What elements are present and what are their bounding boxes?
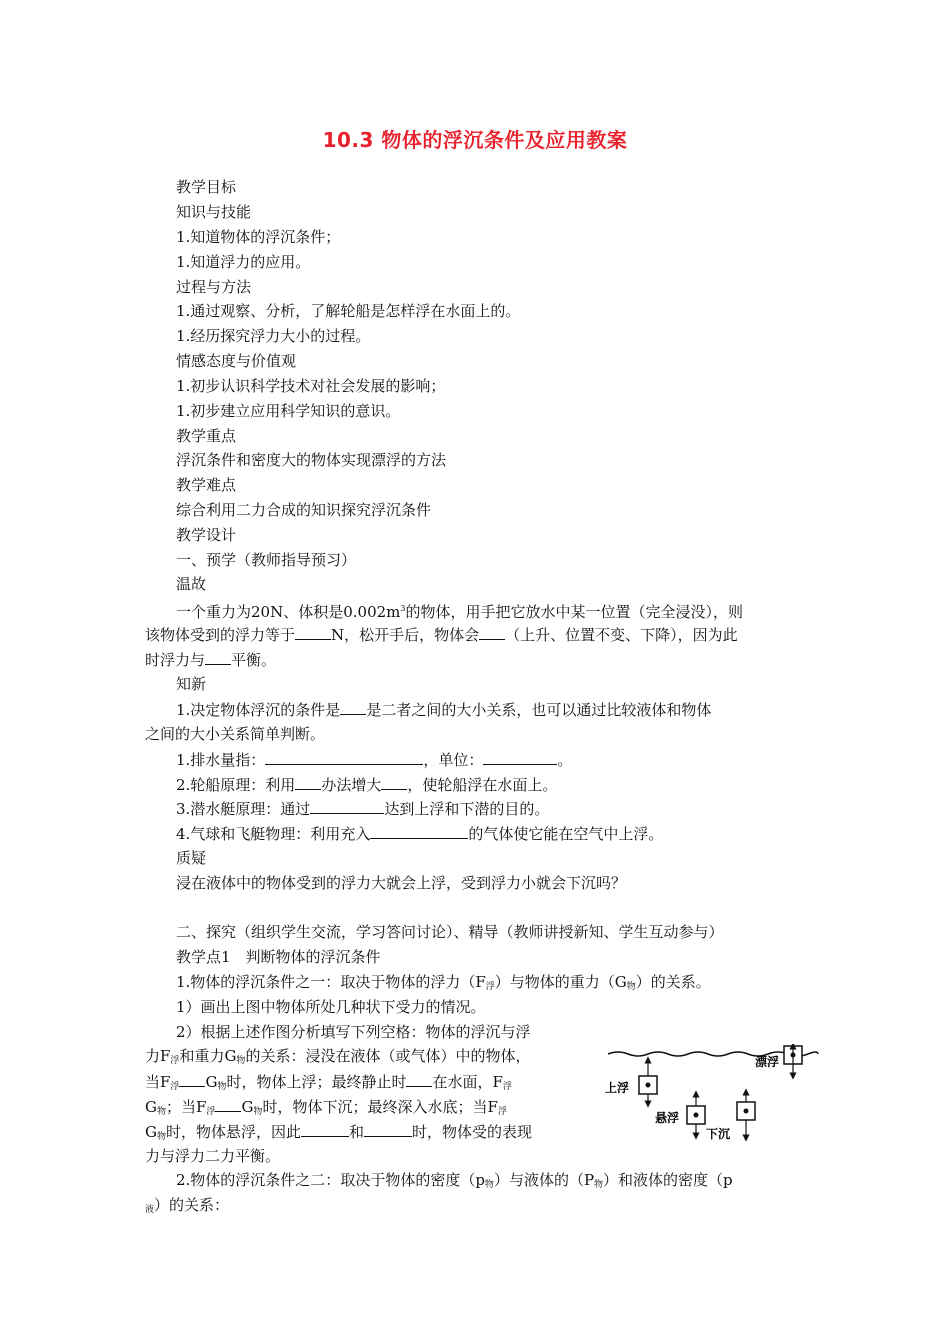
blank [483,749,557,765]
process-item: 1.通过观察、分析，了解轮船是怎样浮在水面上的。 [176,302,521,320]
difficulty-text: 综合利用二力合成的知识探究浮沉条件 [176,501,432,519]
label-rise: 上浮 [605,1081,630,1095]
new-line-3: 2.轮船原理：利用 办法增大 ，使轮船浮在水面上。 [176,776,558,794]
floating-object [784,1046,802,1076]
step-2: 2）根据上述作图分析填写下列空格：物体的浮沉与浮 [176,1023,531,1041]
blank [340,699,366,715]
step-1: 1）画出上图中物体所处几种状下受力的情况。 [176,998,486,1016]
blank [301,1121,349,1137]
new-heading: 知新 [176,675,207,693]
section1-heading: 一、预学（教师指导预习） [176,551,357,569]
review-line-1: 一个重力为20N、体积是$0.002m^3$的物体，用手把它放水中某一位置（完全浸没），则 [176,603,743,621]
blank [310,798,384,814]
review-heading: 温故 [176,575,207,593]
suspended-object [687,1094,705,1136]
key-point-heading: 教学重点 [176,427,237,445]
explore-heading: 二、探究（组织学生交流，学习答问讨论）、精导（教师讲授新知、学生互动参与） [176,923,724,941]
blank [215,1096,241,1112]
attitude-item: 1.初步建立应用科学知识的意识。 [176,402,401,420]
label-sink: 下沉 [706,1127,731,1141]
buoyancy-diagram [603,1044,823,1154]
relation-line-3: $G_物$；当$F_浮$ $G_物$时，物体下沉；最终深入水底；当$F_浮$ [145,1098,507,1117]
question-text: 浸在液体中的物体受到的浮力大就会上浮，受到浮力小就会下沉吗？ [176,874,627,892]
blank [406,1071,432,1087]
key-point-text: 浮沉条件和密度大的物体实现漂浮的方法 [176,451,447,469]
blank [295,774,321,790]
blank [364,1121,412,1137]
label-float: 漂浮 [755,1055,780,1069]
new-line-1b: 之间的大小关系简单判断。 [145,725,326,743]
teaching-point-1: 教学点1 判断物体的浮沉条件 [176,948,381,966]
knowledge-heading: 知识与技能 [176,203,252,221]
relation-line-5: 力与浮力二力平衡。 [145,1147,281,1165]
document-title: 10.3 物体的浮沉条件及应用教案 [322,128,628,152]
rising-object [639,1060,657,1104]
blank [381,774,407,790]
blank [265,749,423,765]
new-line-5: 4.气球和飞艇物理：利用充入 的气体使它能在空气中上浮。 [176,825,664,843]
blank [370,823,468,839]
design-heading: 教学设计 [176,526,237,544]
sinking-object [737,1092,755,1138]
review-line-2: 该物体受到的浮力等于 N，松开手后，物体会 （上升、位置不变、下降），因为此 [145,626,738,644]
attitude-heading: 情感态度与价值观 [176,352,297,370]
process-item: 1.经历探究浮力大小的过程。 [176,327,371,345]
knowledge-item: 1.知道浮力的应用。 [176,253,311,271]
blank [295,624,331,640]
relation-line-4: $G_物$时，物体悬浮，因此 和 时，物体受的表现 [145,1123,533,1142]
new-line-1: 1.决定物体浮沉的条件是 是二者之间的大小关系，也可以通过比较液体和物体 [176,701,712,719]
condition-1: 1.物体的浮沉条件之一：取决于物体的浮力$(F_浮)$与物体的重力$(G_物)$的关系。 [176,973,711,992]
process-heading: 过程与方法 [176,278,252,296]
difficulty-heading: 教学难点 [176,476,237,494]
relation-line-1: 力$F_浮$和重力$G_物$的关系：浸没在液体（或气体）中的物体， [145,1047,531,1066]
blank [479,624,505,640]
question-heading: 质疑 [176,849,207,867]
review-line-3: 时浮力与 平衡。 [145,651,277,669]
label-suspend: 悬浮 [655,1111,680,1125]
attitude-item: 1.初步认识科学技术对社会发展的影响； [176,377,446,395]
new-line-4: 3.潜水艇原理：通过 达到上浮和下潜的目的。 [176,800,550,818]
condition-2: 2.物体的浮沉条件之二：取决于物体的密度$(p_物)$与液体的$(P_物)$和液体的密度（p [176,1171,733,1190]
blank [205,649,231,665]
objectives-heading: 教学目标 [176,178,237,196]
condition-2b: $_液$）的关系： [145,1196,230,1215]
knowledge-item: 1.知道物体的浮沉条件； [176,228,341,246]
blank [179,1071,205,1087]
relation-line-2: 当$F_浮$ $G_物$时，物体上浮；最终静止时 在水面，$F_浮$ [145,1073,512,1092]
new-line-2: 1.排水量指： ，单位： 。 [176,751,573,769]
